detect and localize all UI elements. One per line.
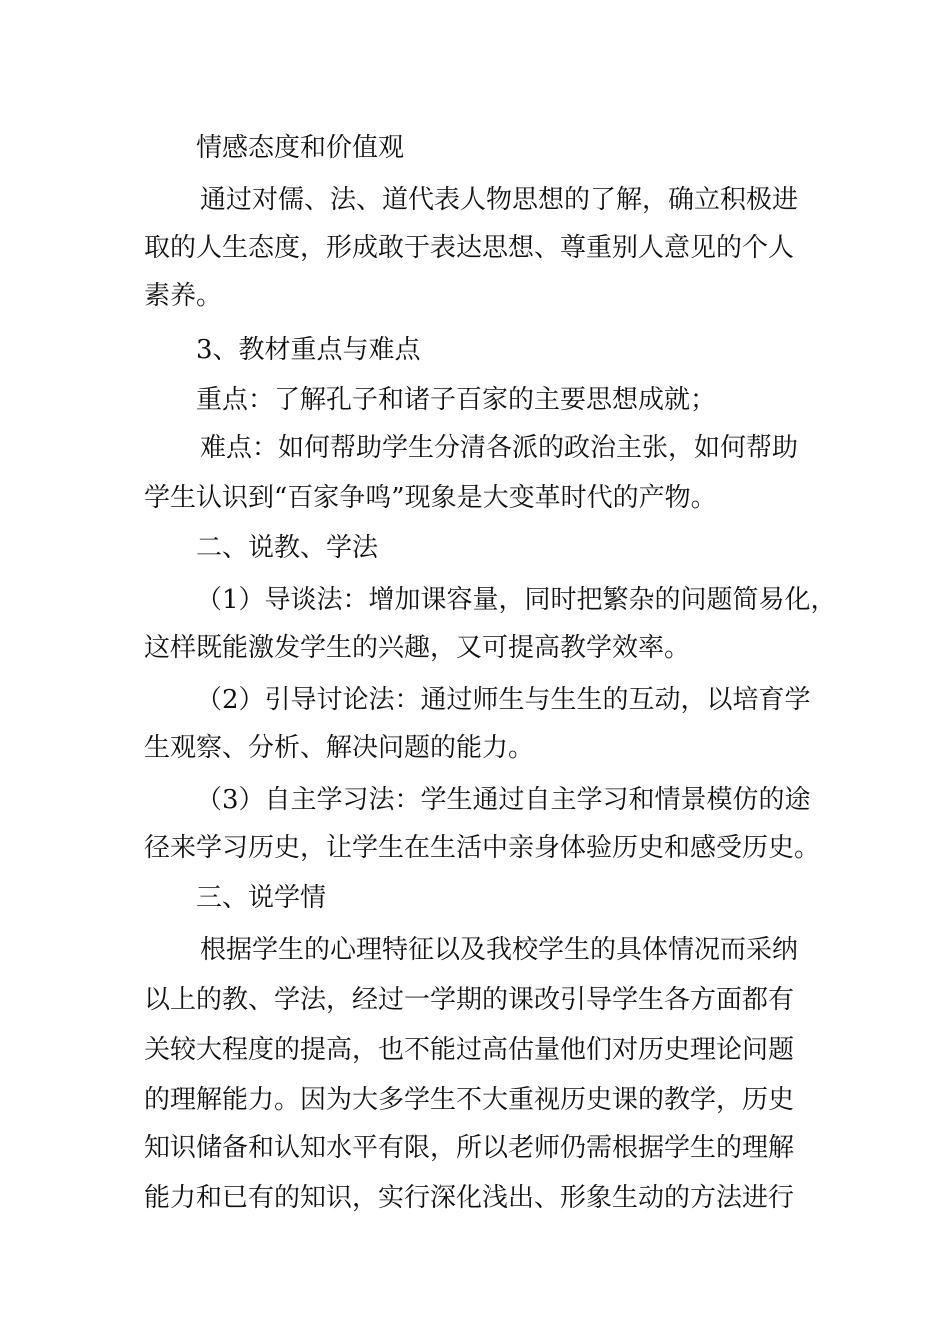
paragraph-line: 学生认识到“百家争鸣”现象是大变革时代的产物。 — [144, 483, 717, 513]
section-heading-key-points: 3、教材重点与难点 — [196, 335, 421, 365]
paragraph-line: 的理解能力。因为大多学生不大重视历史课的教学，历史 — [144, 1085, 795, 1115]
paragraph-line: 径来学习历史，让学生在生活中亲身体验历史和感受历史。 — [144, 833, 821, 863]
paragraph-line: 知识储备和认知水平有限，所以老师仍需根据学生的理解 — [144, 1133, 795, 1163]
paragraph-line: 根据学生的心理特征以及我校学生的具体情况而采纳 — [200, 935, 799, 965]
paragraph-line: 生观察、分析、解决问题的能力。 — [144, 733, 535, 763]
paragraph-line: （2）引导讨论法：通过师生与生生的互动，以培育学 — [196, 685, 811, 715]
paragraph-line: 取的人生态度，形成敢于表达思想、尊重别人意见的个人 — [144, 233, 795, 263]
paragraph-line: 难点：如何帮助学生分清各派的政治主张，如何帮助 — [200, 433, 799, 463]
paragraph-line: 能力和已有的知识，实行深化浅出、形象生动的方法进行 — [144, 1183, 795, 1213]
paragraph-line: 通过对儒、法、道代表人物思想的了解，确立积极进 — [200, 185, 799, 215]
section-heading-attitude: 情感态度和价值观 — [196, 133, 405, 163]
paragraph-line: 素养。 — [144, 281, 223, 311]
paragraph-line: 以上的教、学法，经过一学期的课改引导学生各方面都有 — [144, 985, 795, 1015]
section-heading-methods: 二、说教、学法 — [196, 533, 379, 563]
paragraph-line: 这样既能激发学生的兴趣，又可提高教学效率。 — [144, 633, 691, 663]
section-heading-student-analysis: 三、说学情 — [196, 883, 327, 913]
paragraph-line: （1）导谈法：增加课容量，同时把繁杂的问题简易化， — [196, 585, 837, 615]
paragraph-line: （3）自主学习法：学生通过自主学习和情景模仿的途 — [196, 785, 811, 815]
paragraph-line: 关较大程度的提高，也不能过高估量他们对历史理论问题 — [144, 1035, 795, 1065]
paragraph-line: 重点：了解孔子和诸子百家的主要思想成就； — [196, 385, 717, 415]
